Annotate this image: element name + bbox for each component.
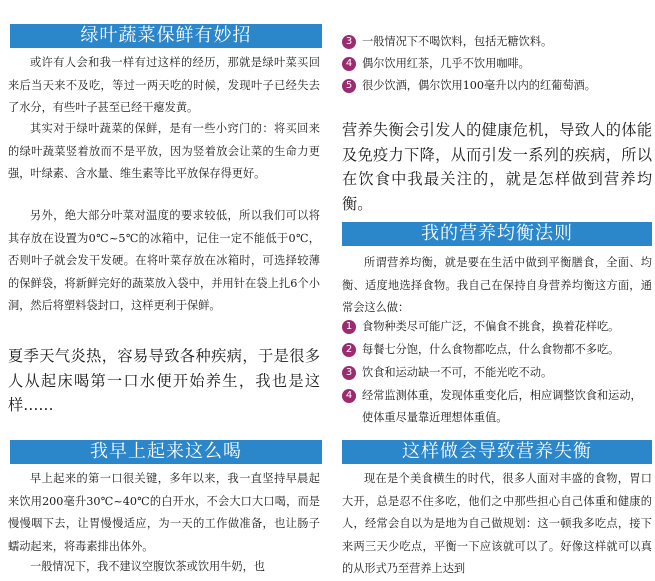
list-item — [342, 362, 652, 384]
list-item-text: 一般情况下不喝饮料，包括无糖饮料。 — [362, 35, 553, 48]
paragraph-no-tea-milk: 一般情况下，我不建议空腹饮茶或饮用牛奶，也 — [30, 560, 265, 573]
number-bullet: 4 — [342, 389, 356, 403]
list-item — [342, 31, 652, 53]
number-bullet: 3 — [342, 35, 356, 49]
list-item-text: 食物种类尽可能广泛，不偏食不挑食，换着花样吃。 — [362, 320, 620, 333]
section-heading-morning-drink: 我早上起来这么喝 — [10, 440, 322, 464]
list-item-text: 饮食和运动缺一不可，不能光吃不动。 — [362, 366, 553, 379]
list-item — [342, 339, 652, 361]
list-item-text: 经常监测体重，发现体重变化后，相应调整饮食和运动，使体重尽量靠近理想体重值。 — [362, 389, 642, 424]
paragraph-balance-definition: 所谓营养均衡，就是要在生活中做到平衡膳食，全面、均衡、适度地选择食物。我自己在保持自身营养均衡这方面，通常会这么做： — [342, 256, 652, 314]
list-item-text: 很少饮酒，偶尔饮用100毫升以内的红葡萄酒。 — [362, 79, 596, 92]
paragraph-tips: 其实对于绿叶蔬菜的保鲜，是有一些小窍门的：将买回来的绿叶蔬菜竖着放而不是平放，因为竖着放会让菜的生命力更强，叶绿素、含水量、维生素等比平放保存得更好。 — [8, 122, 320, 180]
paragraph-nutrition-crisis: 营养失衡会引发人的健康危机，导致人的体能及免疫力下降，从而引发一系列的疾病，所以在饮食中我最关注的，就是怎样做到营养均衡。 — [342, 121, 652, 213]
list-item-text: 每餐七分饱，什么食物都吃点，什么食物都不多吃。 — [362, 343, 620, 356]
paragraph-intro: 或许有人会和我一样有过这样的经历，那就是绿叶菜买回来后当天来不及吃，等过一两天吃的时候，发现叶子已经失去了水分，有些叶子甚至已经干瘪发黄。 — [8, 56, 320, 114]
number-bullet: 3 — [342, 366, 356, 380]
paragraph-refrigeration: 另外，绝大部分叶菜对温度的要求较低，所以我们可以将其存放在设置为0℃~5℃的冰箱中，记住一定不能低于0℃，否则叶子就会发干发硬。在将叶菜存放在冰箱时，可选择较薄的保鲜袋，将新鲜完好的蔬菜放入袋中，并用针在袋上扎6个小洞，然后将塑料袋封口，这样更利于保鲜。 — [8, 209, 320, 312]
number-bullet: 5 — [342, 79, 356, 93]
number-bullet: 1 — [342, 320, 356, 334]
list-item — [342, 316, 652, 338]
paragraph-overeating: 现在是个美食横生的时代，很多人面对丰盛的食物，胃口大开，总是忍不住多吃，他们之中那些担心自己体重和健康的人，经常会自以为是地为自己做规划：这一顿我多吃点，接下来两三天少吃点，平衡一下应该就可以了。好像这样就可以真的从形式乃至营养上达到 — [342, 472, 652, 575]
list-item — [342, 75, 652, 97]
list-item — [342, 385, 652, 429]
section-heading-vegetable-freshness: 绿叶蔬菜保鲜有妙招 — [10, 24, 322, 48]
list-item — [342, 53, 652, 75]
number-bullet: 4 — [342, 57, 356, 71]
number-bullet: 2 — [342, 343, 356, 357]
section-heading-imbalance-causes: 这样做会导致营养失衡 — [342, 440, 652, 464]
paragraph-morning-water: 早上起来的第一口很关键，多年以来，我一直坚持早晨起来饮用200毫升30℃~40℃的白开水，不会大口大口喝，而是慢慢咽下去，让胃慢慢适应，为一天的工作做准备，也让肠子蠕动起来，将毒素排出体外。 — [8, 472, 320, 553]
list-item-text: 偶尔饮用红茶，几乎不饮用咖啡。 — [362, 57, 530, 70]
section-heading-balance-rules: 我的营养均衡法则 — [342, 222, 652, 246]
paragraph-summer-intro: 夏季天气炎热，容易导致各种疾病，于是很多人从起床喝第一口水便开始养生，我也是这样…… — [8, 347, 320, 414]
